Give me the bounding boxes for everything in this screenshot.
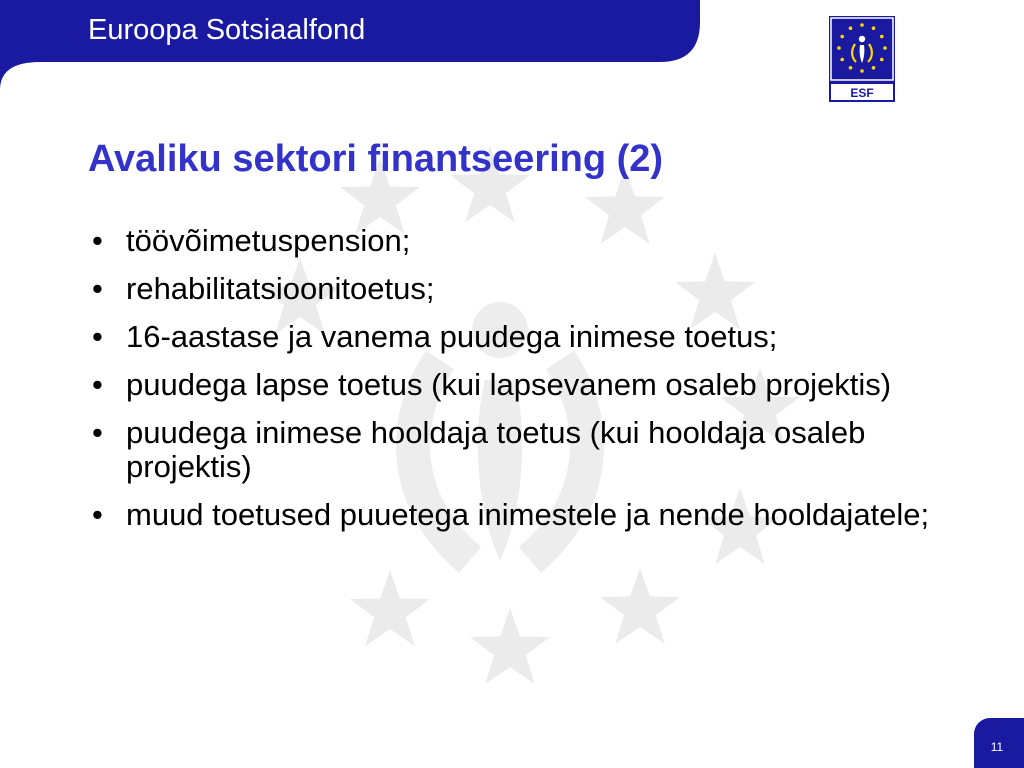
bullet-text: 16-aastase ja vanema puudega inimese toetus; bbox=[126, 319, 778, 354]
bullet-marker: • bbox=[92, 223, 103, 258]
bullet-marker: • bbox=[92, 271, 103, 306]
page-number-box bbox=[974, 718, 1024, 768]
bullet-text: muud toetused puuetega inimestele ja nende hooldajatele; bbox=[126, 497, 930, 532]
esf-logo bbox=[829, 16, 895, 102]
bullet-text: puudega inimese hooldaja toetus (kui hooldaja osaleb projektis) bbox=[126, 415, 866, 484]
bullet-marker: • bbox=[92, 367, 103, 402]
esf-logo-text: ESF bbox=[850, 86, 874, 100]
bullet-list bbox=[88, 224, 948, 546]
bullet-item bbox=[88, 368, 948, 402]
bullet-marker: • bbox=[92, 415, 103, 450]
bullet-text: rehabilitatsioonitoetus; bbox=[126, 271, 435, 306]
bullet-item bbox=[88, 224, 948, 258]
bullet-text: töövõimetuspension; bbox=[126, 223, 411, 258]
bullet-item bbox=[88, 320, 948, 354]
bullet-item bbox=[88, 498, 948, 532]
header-title: Euroopa Sotsiaalfond bbox=[88, 14, 366, 46]
page-number: 11 bbox=[990, 740, 1004, 754]
bullet-item bbox=[88, 416, 948, 484]
bullet-text: puudega lapse toetus (kui lapsevanem osaleb projektis) bbox=[126, 367, 892, 402]
bullet-item bbox=[88, 272, 948, 306]
bullet-marker: • bbox=[92, 497, 103, 532]
bullet-marker: • bbox=[92, 319, 103, 354]
slide-title: Avaliku sektori finantseering (2) bbox=[88, 138, 664, 180]
